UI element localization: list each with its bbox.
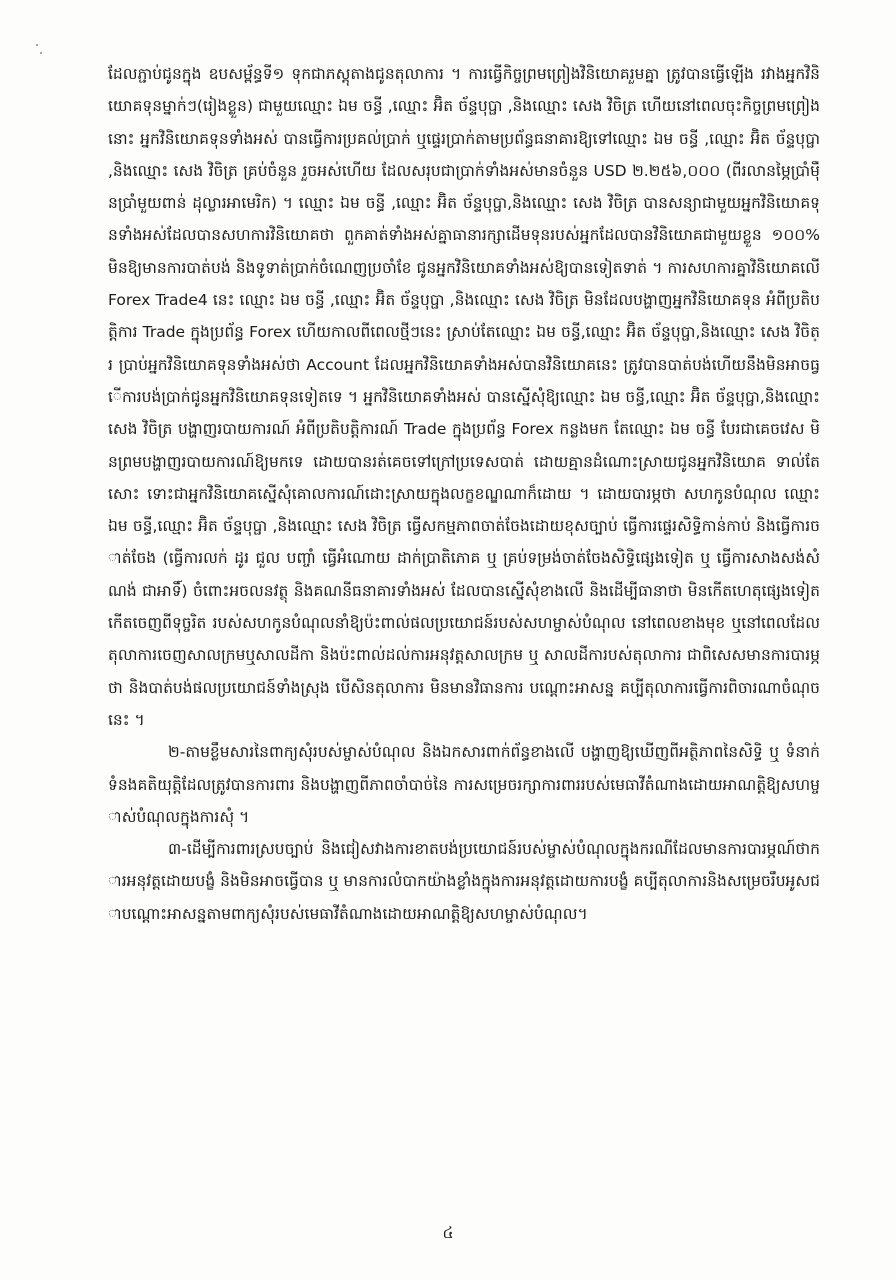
- paragraph-point-2: ២-តាមខ្លឹមសារនៃពាក្យសុំរបស់ម្ចាស់បំណុល និងឯកសារពាក់ព័ន្ធខាងលើ បង្ហាញឱ្យឃើញពីអត្ថិភាពនៃសិទ្ធិ ឬ ទំនាក់ទំនងគតិយុត្តិដែលត្រូវបានការពារ និងបង្ហាញពីភាពចាំបាច់នៃ ការសម្រេចរក្សាការពាររបស់មេធាវីតំណាងដោយអាណត្តិឱ្យសហម្ចាស់បំណុលក្នុងការសុំ ។: [108, 743, 820, 826]
- document-body: [108, 58, 820, 930]
- paragraph-point-3: ៣-ដើម្បីការពារស្របច្បាប់ និងជៀសវាងការខាតបង់ប្រយោជន៍របស់ម្ចាស់បំណុលក្នុងករណីដែលមានការបារម្ភណ៍ថាការអនុវត្តដោយបង្ខំ និងមិនអាចធ្វើបាន ឬ មានការលំបាកយ៉ាងខ្លាំងក្នុងការអនុវត្តដោយការបង្ខំ គប្បីតុលាការនិងសម្រេចរឹបអូសជាបណ្ដោះអាសន្នតាមពាក្យសុំរបស់មេធាវីតំណាងដោយអាណត្តិឱ្យសហម្ចាស់បំណុល។: [108, 840, 820, 923]
- scan-speck: [36, 44, 38, 46]
- paragraph-main: ដែលភ្ជាប់ជូនក្នុង ឧបសម្ព័ន្ធទី១ ទុកជាភស្តុតាងជូនតុលាការ ។ ការធ្វើកិច្ចព្រមព្រៀងវិនិយោគរួមគ្នា ត្រូវបានធ្វើឡើង រវាងអ្នកវិនិយោគទុនម្នាក់ៗ(រៀងខ្លួន) ជាមួយឈ្មោះ ឯម ចន្ធី ,ឈ្មោះ អ៊ិត ច័ន្ទបុប្ផា ,និងឈ្មោះ សេង វិចិត្រ ហើយនៅពេលចុះកិច្ចព្រមព្រៀងនោះ អ្នកវិនិយោគទុនទាំងអស់ បានធ្វើការប្រគល់ប្រាក់ ឬផ្ទេរប្រាក់តាមប្រព័ន្ធធនាគារឱ្យទៅឈ្មោះ ឯម ចន្ធី ,ឈ្មោះ អ៊ិត ច័ន្ទបុប្ផា ,និងឈ្មោះ សេង វិចិត្រ គ្រប់ចំនួន រួចអស់ហើយ ដែលសរុបជាប្រាក់ទាំងអស់មានចំនួន USD ២.២៥៦,០០០ (ពីរលានម្ភៃប្រាំមុឺនប្រាំមួយពាន់ ដុល្លារអាមេរិក) ។ ឈ្មោះ ឯម ចន្ធី ,ឈ្មោះ អ៊ិត ច័ន្ទបុប្ផា,និងឈ្មោះ សេង វិចិត្រ បានសន្យាជាមួយអ្នកវិនិយោគទុនទាំងអស់ដែលបានសហការវិនិយោគថា ពួកគាត់ទាំងអស់គ្នាធានារក្សាដើមទុនរបស់អ្នកដែលបានវិនិយោគជាមួយខ្លួន ១០០% មិនឱ្យមានការបាត់បង់ និងទូទាត់ប្រាក់ចំណេញប្រចាំខែ ជូនអ្នកវិនិយោគទាំងអស់ឱ្យបានទៀតទាត់ ។ ការសហការគ្នាវិនិយោគលើ Forex Trade4 នេះ ឈ្មោះ ឯម ចន្ធី ,ឈ្មោះ អ៊ិត ច័ន្ទបុប្ផា ,និងឈ្មោះ សេង វិចិត្រ មិនដែលបង្ហាញអ្នកវិនិយោគទុន អំពីប្រតិបត្តិការ Trade ក្នុងប្រព័ន្ធ Forex ហើយកាលពីពេលថ្មីៗនេះ ស្រាប់តែឈ្មោះ ឯម ចន្ធី,ឈ្មោះ អ៊ិត ច័ន្ទបុប្ផា,និងឈ្មោះ សេង វិចិត្រ ប្រាប់អ្នកវិនិយោគទុនទាំងអស់ថា Account ដែលអ្នកវិនិយោគទាំងអស់បានវិនិយោគនេះ ត្រូវបានបាត់បង់ហើយនឹងមិនអាចធ្វើការបង់ប្រាក់ជូនអ្នកវិនិយោគទុនទៀតទេ ។ អ្នកវិនិយោគទាំងអស់ បានស្នើសុំឱ្យឈ្មោះ ឯម ចន្ធី,ឈ្មោះ អ៊ិត ច័ន្ទបុប្ផា,និងឈ្មោះ សេង វិចិត្រ បង្ហាញរបាយការណ៍ អំពីប្រតិបត្តិការណ៍ Trade ក្នុងប្រព័ន្ធ Forex កន្លងមក តែឈ្មោះ ឯម ចន្ធី បែរជាគេចវេស មិនព្រមបង្ហាញរបាយការណ៍ឱ្យមកទេ ដោយបានរត់គេចទៅក្រៅប្រទេសបាត់ ដោយគ្មានដំណោះស្រាយជូនអ្នកវិនិយោគ ទាល់តែសោះ ទោះជាអ្នកវិនិយោគស្នើសុំគោលការណ៍ដោះស្រាយក្នុងលក្ខខណ្ឌណាក៏ដោយ ។ ដោយបារម្ភថា សហកូនបំណុល ឈ្មោះ ឯម ចន្ធី,ឈ្មោះ អ៊ិត ច័ន្ទបុប្ផា ,និងឈ្មោះ សេង វិចិត្រ ធ្វើសកម្មភាពចាត់ចែងដោយខុសច្បាប់ ធ្វើការផ្ទេរសិទ្ធិកាន់កាប់ និងធ្វើការចាត់ចែង (ធ្វើការលក់ ដូរ ជួល បញ្ចាំ ធ្វើអំណោយ ដាក់ប្រាតិភោគ ឬ គ្រប់ទម្រង់ចាត់ចែងសិទ្ធិផ្សេងទៀត ឬ ធ្វើការសាងសង់សំណង់ ជាអាទិ៍) ចំពោះអចលនវត្ថុ និងគណនីធនាគារទាំងអស់ ដែលបានស្នើសុំខាងលើ និងដើម្បីធានាថា មិនកើតហេតុផ្សេងទៀតកើតចេញពីទុច្ចរិត របស់សហកូនបំណុលនាំឱ្យប៉ះពាល់ផលប្រយោជន៍របស់សហម្ចាស់បំណុល នៅពេលខាងមុខ ឬនៅពេលដែលតុលាការចេញសាលក្រមឬសាលដីកា និងប៉ះពាល់ដល់ការអនុវត្តសាលក្រម ឬ សាលដីការបស់តុលាការ ជាពិសេសមានការបារម្ភថា និងបាត់បង់ផលប្រយោជន៍ទាំងស្រុង បើសិនតុលាការ មិនមានវិធានការ បណ្ដោះអាសន្ន គប្បីតុលាការធ្វើការពិចារណាចំណុចនេះ ។: [108, 65, 820, 729]
- page-number: ៤: [442, 1223, 454, 1242]
- scan-speck: [40, 52, 42, 54]
